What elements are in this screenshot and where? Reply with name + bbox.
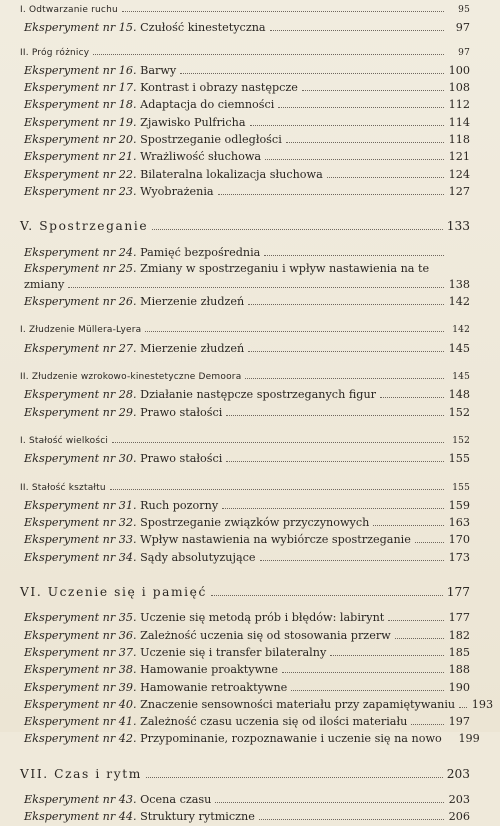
entry-title: Zależność uczenia się od stosowania przerw bbox=[140, 628, 391, 642]
experiment-prefix: Eksperyment nr bbox=[24, 167, 116, 181]
entry-label bbox=[20, 766, 142, 783]
entry-label bbox=[24, 262, 429, 275]
entry-label bbox=[20, 45, 89, 62]
toc-entry-experiment bbox=[20, 96, 470, 113]
entry-label bbox=[20, 584, 207, 601]
toc-entry-experiment bbox=[20, 261, 470, 276]
toc-entry-experiment bbox=[20, 183, 470, 200]
entry-title: Czułość kinestetyczna bbox=[140, 21, 266, 35]
leader-dots bbox=[146, 777, 443, 778]
page-number: 148 bbox=[448, 388, 470, 402]
leader-dots bbox=[250, 125, 444, 126]
entry-title: VII. Czas i rytm bbox=[20, 766, 142, 781]
entry-label bbox=[24, 609, 384, 626]
experiment-prefix: Eksperyment nr bbox=[24, 115, 116, 129]
leader-dots bbox=[260, 560, 444, 561]
experiment-prefix: Eksperyment nr bbox=[24, 133, 116, 147]
entry-label bbox=[24, 62, 176, 79]
entry-title: V. Spostrzeganie bbox=[20, 219, 149, 234]
toc-entry-experiment bbox=[20, 627, 470, 644]
page-number: 188 bbox=[448, 663, 470, 677]
experiment-prefix: Eksperyment nr bbox=[24, 611, 116, 625]
leader-dots bbox=[180, 73, 444, 74]
entry-title: I. Stałość wielkości bbox=[20, 435, 109, 446]
toc-entry-subsection bbox=[20, 322, 470, 339]
entry-label bbox=[24, 713, 407, 730]
toc-entry-experiment bbox=[20, 148, 470, 165]
leader-dots bbox=[388, 620, 444, 621]
page-number: 152 bbox=[448, 405, 470, 419]
toc-entry-experiment bbox=[20, 293, 470, 310]
page-number: 185 bbox=[448, 645, 470, 659]
experiment-prefix: Eksperyment nr bbox=[24, 810, 116, 824]
page-number: 173 bbox=[448, 550, 470, 564]
entry-title: I. Złudzenie Müllera-Lyera bbox=[20, 325, 142, 336]
experiment-prefix: Eksperyment nr bbox=[24, 341, 116, 355]
entry-title: Wyobrażenia bbox=[140, 184, 214, 198]
entry-label bbox=[24, 549, 256, 566]
leader-dots bbox=[286, 142, 444, 143]
leader-dots bbox=[68, 287, 444, 288]
spacer bbox=[20, 236, 470, 244]
leader-dots bbox=[215, 802, 444, 803]
toc-entry-experiment bbox=[20, 497, 470, 514]
toc-entry-experiment bbox=[20, 549, 470, 566]
entry-title: Wrażliwość słuchowa bbox=[140, 150, 262, 164]
entry-label bbox=[24, 386, 376, 403]
experiment-number: 15. bbox=[118, 21, 137, 35]
experiment-prefix: Eksperyment nr bbox=[24, 261, 116, 275]
experiment-number: 24. bbox=[118, 245, 137, 259]
experiment-number: 36. bbox=[118, 628, 137, 642]
leader-dots bbox=[226, 415, 444, 416]
spacer bbox=[20, 566, 470, 584]
spacer bbox=[20, 37, 470, 45]
experiment-prefix: Eksperyment nr bbox=[24, 81, 116, 95]
entry-label bbox=[24, 293, 244, 310]
page-number: 108 bbox=[448, 81, 470, 95]
experiment-number: 34. bbox=[118, 550, 137, 564]
experiment-prefix: Eksperyment nr bbox=[24, 98, 116, 112]
page-number: 142 bbox=[448, 295, 470, 309]
entry-title: Struktury rytmiczne bbox=[140, 810, 255, 824]
entry-title: Prawo stałości bbox=[140, 452, 223, 466]
entry-title: Barwy bbox=[140, 63, 177, 77]
leader-dots bbox=[380, 397, 444, 398]
page-number: 145 bbox=[452, 372, 470, 383]
experiment-prefix: Eksperyment nr bbox=[24, 516, 116, 530]
toc-entry-experiment bbox=[20, 450, 470, 467]
page-number: 112 bbox=[448, 98, 470, 112]
leader-dots bbox=[282, 672, 444, 673]
leader-dots bbox=[291, 690, 444, 691]
page-number: 203 bbox=[446, 766, 470, 781]
page-number: 138 bbox=[448, 277, 470, 291]
toc-entry-experiment bbox=[20, 131, 470, 148]
page-number: 206 bbox=[448, 810, 470, 824]
toc-entry-chapter bbox=[20, 584, 470, 601]
page-number: 170 bbox=[448, 533, 470, 547]
leader-dots bbox=[459, 707, 467, 708]
toc-entry-experiment bbox=[20, 62, 470, 79]
experiment-number: 27. bbox=[118, 341, 137, 355]
experiment-prefix: Eksperyment nr bbox=[24, 697, 116, 711]
experiment-prefix: Eksperyment nr bbox=[24, 63, 116, 77]
page-number: 97 bbox=[455, 21, 470, 35]
entry-label bbox=[24, 661, 278, 678]
page-number: 159 bbox=[448, 498, 470, 512]
entry-label bbox=[24, 696, 455, 713]
leader-dots bbox=[259, 819, 444, 820]
experiment-number: 16. bbox=[118, 63, 137, 77]
leader-dots bbox=[93, 54, 444, 55]
entry-label bbox=[24, 131, 282, 148]
leader-dots bbox=[122, 11, 444, 12]
toc-entry-experiment bbox=[20, 791, 470, 808]
experiment-number: 33. bbox=[118, 533, 137, 547]
page-number: 203 bbox=[448, 792, 470, 806]
experiment-number: 44. bbox=[118, 810, 137, 824]
experiment-prefix: Eksperyment nr bbox=[24, 21, 116, 35]
page-number: 114 bbox=[448, 115, 470, 129]
page-number: 190 bbox=[448, 680, 470, 694]
experiment-prefix: Eksperyment nr bbox=[24, 295, 116, 309]
entry-title: Znaczenie sensowności materiału przy zapamiętywaniu bbox=[140, 697, 456, 711]
experiment-number: 35. bbox=[118, 611, 137, 625]
toc-entry-chapter bbox=[20, 218, 470, 235]
entry-title: Sądy absolutyzujące bbox=[140, 550, 256, 564]
leader-dots bbox=[248, 351, 444, 352]
spacer bbox=[20, 468, 470, 480]
page-number: 163 bbox=[448, 516, 470, 530]
experiment-number: 22. bbox=[118, 167, 137, 181]
toc-entry-experiment bbox=[20, 730, 480, 747]
leader-dots bbox=[110, 489, 444, 490]
experiment-prefix: Eksperyment nr bbox=[24, 715, 116, 729]
entry-title: Uczenie się metodą prób i błędów: labirynt bbox=[140, 611, 385, 625]
toc-entry-experiment bbox=[20, 340, 470, 357]
leader-dots bbox=[411, 724, 444, 725]
entry-title: Spostrzeganie odległości bbox=[140, 133, 282, 147]
experiment-prefix: Eksperyment nr bbox=[24, 405, 116, 419]
entry-label bbox=[24, 79, 298, 96]
experiment-number: 29. bbox=[118, 405, 137, 419]
entry-title: II. Stałość kształtu bbox=[20, 482, 106, 493]
spacer bbox=[20, 748, 470, 766]
leader-dots bbox=[112, 442, 444, 443]
toc-entry-experiment bbox=[20, 644, 470, 661]
page-number: 97 bbox=[458, 47, 470, 58]
entry-label bbox=[20, 369, 241, 386]
entry-title: Kontrast i obrazy następcze bbox=[140, 81, 298, 95]
experiment-number: 21. bbox=[118, 150, 137, 164]
entry-label bbox=[24, 166, 323, 183]
toc-entry-experiment bbox=[20, 79, 470, 96]
experiment-prefix: Eksperyment nr bbox=[24, 388, 116, 402]
experiment-prefix: Eksperyment nr bbox=[24, 184, 116, 198]
page-number: 177 bbox=[448, 611, 470, 625]
entry-title: Zmiany w spostrzeganiu i wpływ nastawienia na te bbox=[140, 261, 430, 275]
page-number: 145 bbox=[448, 341, 470, 355]
spacer bbox=[20, 310, 470, 322]
entry-title: Hamowanie retroaktywne bbox=[140, 680, 288, 694]
entry-label bbox=[24, 404, 222, 421]
leader-dots bbox=[415, 542, 444, 543]
entry-label bbox=[24, 114, 246, 131]
entry-title-continued: zmiany bbox=[24, 277, 65, 291]
entry-label bbox=[24, 340, 244, 357]
entry-title: Zjawisko Pulfricha bbox=[140, 115, 246, 129]
entry-label bbox=[24, 450, 222, 467]
toc-entry-experiment bbox=[20, 244, 470, 261]
entry-title: Spostrzeganie związków przyczynowych bbox=[140, 516, 370, 530]
page-number: 124 bbox=[448, 167, 470, 181]
experiment-prefix: Eksperyment nr bbox=[24, 498, 116, 512]
toc-entry-chapter bbox=[20, 766, 470, 783]
entry-label bbox=[24, 531, 411, 548]
table-of-contents bbox=[20, 2, 494, 826]
toc-entry-subsection bbox=[20, 45, 470, 62]
entry-title: Zależność czasu uczenia się od ilości materiału bbox=[140, 715, 408, 729]
entry-title: Wpływ nastawienia na wybiórcze spostrzeganie bbox=[140, 533, 411, 547]
entry-label bbox=[24, 514, 369, 531]
page-number: 118 bbox=[448, 133, 470, 147]
entry-label bbox=[24, 627, 391, 644]
leader-dots bbox=[245, 378, 444, 379]
experiment-number: 23. bbox=[118, 184, 137, 198]
leader-dots bbox=[264, 255, 444, 256]
page-number: 127 bbox=[448, 184, 470, 198]
entry-label bbox=[24, 679, 287, 696]
experiment-number: 30. bbox=[118, 452, 137, 466]
leader-dots bbox=[248, 304, 444, 305]
leader-dots bbox=[265, 159, 444, 160]
entry-title: Uczenie się i transfer bilateralny bbox=[140, 645, 327, 659]
toc-entry-experiment bbox=[20, 386, 470, 403]
experiment-prefix: Eksperyment nr bbox=[24, 550, 116, 564]
leader-dots bbox=[270, 30, 444, 31]
entry-title: Działanie następcze spostrzeganych figur bbox=[140, 388, 377, 402]
experiment-number: 43. bbox=[118, 792, 137, 806]
leader-dots bbox=[395, 638, 444, 639]
experiment-number: 31. bbox=[118, 498, 137, 512]
toc-entry-experiment bbox=[20, 808, 470, 825]
experiment-number: 37. bbox=[118, 645, 137, 659]
leader-dots bbox=[222, 508, 444, 509]
experiment-number: 20. bbox=[118, 133, 137, 147]
toc-entry-experiment bbox=[20, 514, 470, 531]
leader-dots bbox=[278, 107, 444, 108]
page-number: 177 bbox=[446, 585, 470, 600]
experiment-prefix: Eksperyment nr bbox=[24, 150, 116, 164]
experiment-number: 25. bbox=[118, 261, 137, 275]
entry-label bbox=[24, 644, 326, 661]
experiment-number: 28. bbox=[118, 388, 137, 402]
entry-title: II. Próg różnicy bbox=[20, 47, 90, 58]
experiment-prefix: Eksperyment nr bbox=[24, 245, 116, 259]
experiment-prefix: Eksperyment nr bbox=[24, 533, 116, 547]
spacer bbox=[20, 200, 470, 218]
entry-title: Mierzenie złudzeń bbox=[140, 341, 245, 355]
entry-label bbox=[24, 148, 261, 165]
experiment-prefix: Eksperyment nr bbox=[24, 628, 116, 642]
experiment-number: 18. bbox=[118, 98, 137, 112]
entry-title: I. Odtwarzanie ruchu bbox=[20, 5, 118, 15]
leader-dots bbox=[145, 331, 444, 332]
page-number: 199 bbox=[458, 732, 480, 746]
leader-dots bbox=[302, 90, 444, 91]
entry-title: Ocena czasu bbox=[140, 792, 212, 806]
experiment-number: 41. bbox=[118, 715, 137, 729]
entry-label bbox=[24, 19, 266, 36]
page-number: 155 bbox=[452, 482, 470, 493]
experiment-number: 32. bbox=[118, 516, 137, 530]
page-number: 152 bbox=[452, 435, 470, 446]
entry-label bbox=[24, 730, 442, 747]
toc-entry-experiment bbox=[20, 166, 470, 183]
entry-label bbox=[20, 322, 141, 339]
entry-label bbox=[24, 497, 218, 514]
spacer bbox=[20, 357, 470, 369]
experiment-number: 42. bbox=[118, 732, 137, 746]
entry-label bbox=[20, 480, 106, 497]
entry-title: VI. Uczenie się i pamięć bbox=[20, 585, 207, 600]
entry-title: Pamięć bezpośrednia bbox=[140, 245, 261, 259]
leader-dots bbox=[211, 595, 443, 596]
experiment-prefix: Eksperyment nr bbox=[24, 680, 116, 694]
entry-title: Przypominanie, rozpoznawanie i uczenie się na nowo bbox=[140, 732, 442, 746]
entry-label bbox=[20, 433, 108, 450]
leader-dots bbox=[327, 177, 444, 178]
leader-dots bbox=[330, 655, 444, 656]
experiment-number: 26. bbox=[118, 295, 137, 309]
entry-title: Hamowanie proaktywne bbox=[140, 663, 278, 677]
toc-entry-continuation bbox=[20, 276, 470, 293]
experiment-prefix: Eksperyment nr bbox=[24, 663, 116, 677]
entry-title: Ruch pozorny bbox=[140, 498, 219, 512]
page-number: 133 bbox=[446, 219, 470, 234]
toc-entry-experiment bbox=[20, 609, 470, 626]
entry-label bbox=[20, 2, 118, 19]
entry-label bbox=[24, 183, 214, 200]
experiment-number: 19. bbox=[118, 115, 137, 129]
toc-entry-experiment bbox=[20, 679, 470, 696]
page-number: 95 bbox=[458, 5, 470, 15]
experiment-prefix: Eksperyment nr bbox=[24, 732, 116, 746]
entry-label bbox=[20, 218, 148, 235]
toc-entry-experiment bbox=[20, 713, 470, 730]
experiment-prefix: Eksperyment nr bbox=[24, 645, 116, 659]
experiment-prefix: Eksperyment nr bbox=[24, 792, 116, 806]
page-number: 197 bbox=[448, 715, 470, 729]
page-number: 155 bbox=[448, 452, 470, 466]
spacer bbox=[20, 601, 470, 609]
page-number: 182 bbox=[448, 628, 470, 642]
entry-title: Mierzenie złudzeń bbox=[140, 295, 245, 309]
page-number: 100 bbox=[448, 63, 470, 77]
page-number: 142 bbox=[452, 325, 470, 336]
experiment-number: 40. bbox=[118, 697, 137, 711]
leader-dots bbox=[218, 194, 444, 195]
experiment-number: 17. bbox=[118, 81, 137, 95]
toc-entry-experiment bbox=[20, 114, 470, 131]
toc-entry-experiment bbox=[20, 531, 470, 548]
leader-dots bbox=[226, 461, 444, 462]
toc-entry-subsection bbox=[20, 433, 470, 450]
page-number: 121 bbox=[448, 150, 470, 164]
entry-title: Prawo stałości bbox=[140, 405, 223, 419]
entry-title: Bilateralna lokalizacja słuchowa bbox=[140, 167, 323, 181]
entry-title: Adaptacja do ciemności bbox=[140, 98, 275, 112]
entry-label bbox=[24, 96, 274, 113]
leader-dots bbox=[373, 525, 444, 526]
entry-label bbox=[24, 808, 255, 825]
spacer bbox=[20, 421, 470, 433]
entry-label bbox=[24, 791, 211, 808]
toc-entry-subsection bbox=[20, 2, 470, 19]
experiment-number: 39. bbox=[118, 680, 137, 694]
experiment-prefix: Eksperyment nr bbox=[24, 452, 116, 466]
page-number: 193 bbox=[471, 697, 494, 711]
toc-entry-subsection bbox=[20, 480, 470, 497]
toc-entry-experiment bbox=[20, 661, 470, 678]
experiment-number: 38. bbox=[118, 663, 137, 677]
toc-entry-experiment bbox=[20, 696, 494, 713]
toc-entry-experiment bbox=[20, 404, 470, 421]
entry-label bbox=[24, 244, 260, 261]
entry-title: II. Złudzenie wzrokowo-kinestetyczne Demoora bbox=[20, 372, 242, 383]
toc-entry-subsection bbox=[20, 369, 470, 386]
spacer bbox=[20, 783, 470, 791]
leader-dots bbox=[152, 229, 443, 230]
toc-entry-experiment bbox=[20, 19, 470, 36]
